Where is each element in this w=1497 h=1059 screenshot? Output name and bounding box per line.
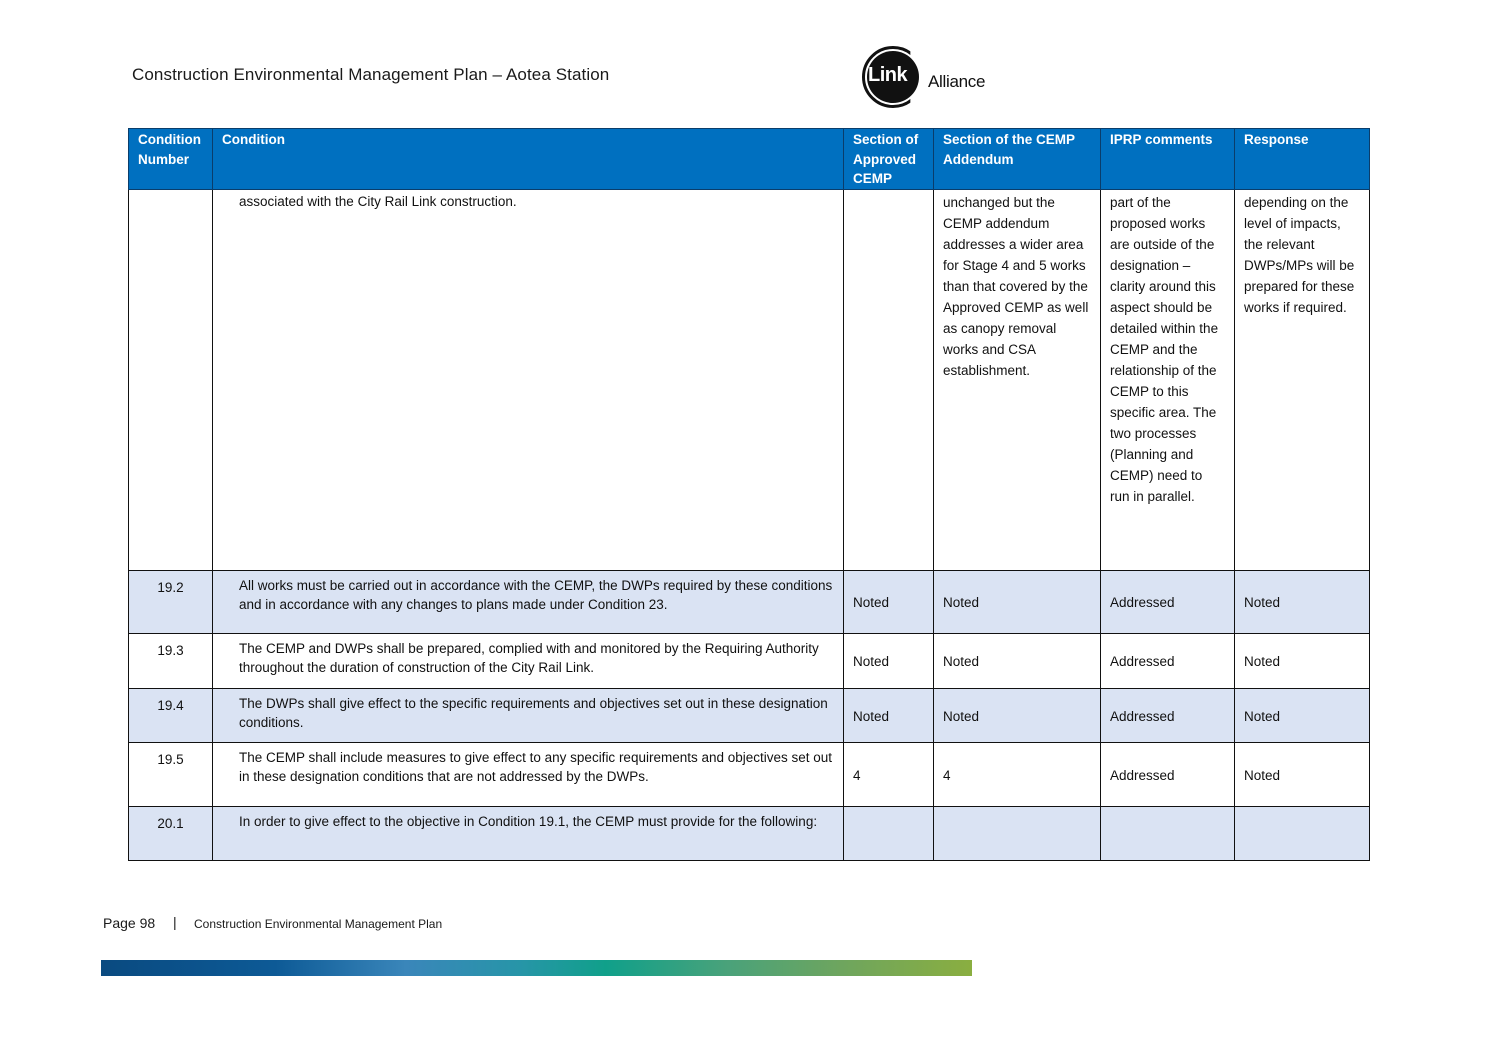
iprp-comments-cell: Addressed xyxy=(1101,688,1235,742)
logo-link-text: Link xyxy=(868,64,908,86)
column-header-response: Response xyxy=(1235,129,1370,190)
condition-number-cell xyxy=(129,189,213,570)
footer-document-name: Construction Environmental Management Plan xyxy=(194,917,443,931)
response-cell: Noted xyxy=(1235,688,1370,742)
response-cell: Noted xyxy=(1235,633,1370,688)
cemp-addendum-cell: 4 xyxy=(934,742,1101,806)
condition-text-cell: The CEMP and DWPs shall be prepared, complied with and monitored by the Requiring Authority throughout the duration of construction of the City Rail Link. xyxy=(213,633,844,688)
response-cell: Noted xyxy=(1235,570,1370,633)
cemp-addendum-cell: Noted xyxy=(934,633,1101,688)
column-header-condition-number: Condition Number xyxy=(129,129,213,190)
column-header-iprp-comments: IPRP comments xyxy=(1101,129,1235,190)
logo-alliance-text: Alliance xyxy=(928,72,986,91)
approved-cemp-cell: Noted xyxy=(844,633,934,688)
table-row xyxy=(129,189,1370,570)
approved-cemp-cell: Noted xyxy=(844,570,934,633)
iprp-comments-cell: part of the proposed works are outside of the designation – clarity around this aspect should be detailed within the CEMP and the relationship of the CEMP to this specific area. The two processes (Planning and CEMP) need to run in parallel. xyxy=(1101,189,1235,570)
condition-number-cell: 19.3 xyxy=(129,633,213,688)
response-cell: depending on the level of impacts, the relevant DWPs/MPs will be prepared for these works if required. xyxy=(1235,189,1370,570)
table-row xyxy=(129,806,1370,860)
table-row xyxy=(129,688,1370,742)
response-cell: Noted xyxy=(1235,742,1370,806)
cemp-addendum-cell xyxy=(934,806,1101,860)
document-title: Construction Environmental Management Plan – Aotea Station xyxy=(132,65,610,84)
column-header-condition: Condition xyxy=(213,129,844,190)
table-row xyxy=(129,570,1370,633)
iprp-comments-cell xyxy=(1101,806,1235,860)
footer-gradient-bar xyxy=(101,960,972,976)
approved-cemp-cell xyxy=(844,806,934,860)
approved-cemp-cell: 4 xyxy=(844,742,934,806)
footer-separator: | xyxy=(173,914,177,930)
cemp-addendum-cell: Noted xyxy=(934,570,1101,633)
iprp-comments-cell: Addressed xyxy=(1101,742,1235,806)
iprp-comments-cell: Addressed xyxy=(1101,570,1235,633)
iprp-comments-cell: Addressed xyxy=(1101,633,1235,688)
table-row xyxy=(129,742,1370,806)
condition-text-cell: All works must be carried out in accordance with the CEMP, the DWPs required by these conditions and in accordance with any changes to plans made under Condition 23. xyxy=(213,570,844,633)
column-header-cemp-addendum: Section of the CEMP Addendum xyxy=(934,129,1101,190)
cemp-addendum-cell: Noted xyxy=(934,688,1101,742)
condition-number-cell: 19.4 xyxy=(129,688,213,742)
response-cell xyxy=(1235,806,1370,860)
condition-number-cell: 20.1 xyxy=(129,806,213,860)
condition-text-cell: The CEMP shall include measures to give effect to any specific requirements and objectives set out in these designation conditions that are not addressed by the DWPs. xyxy=(213,742,844,806)
column-header-approved-cemp: Section of Approved CEMP xyxy=(844,129,934,190)
condition-text-cell: The DWPs shall give effect to the specific requirements and objectives set out in these designation conditions. xyxy=(213,688,844,742)
link-alliance-logo xyxy=(862,46,1002,116)
condition-number-cell: 19.2 xyxy=(129,570,213,633)
table-row xyxy=(129,633,1370,688)
approved-cemp-cell: Noted xyxy=(844,688,934,742)
cemp-addendum-cell: unchanged but the CEMP addendum addresses a wider area for Stage 4 and 5 works than that covered by the Approved CEMP as well as canopy removal works and CSA establishment. xyxy=(934,189,1101,570)
condition-text-cell: associated with the City Rail Link construction. xyxy=(213,189,844,570)
table-header-row xyxy=(129,129,1370,190)
approved-cemp-cell xyxy=(844,189,934,570)
footer-page-number: Page 98 xyxy=(103,915,156,931)
conditions-table xyxy=(128,128,1370,861)
condition-text-cell: In order to give effect to the objective in Condition 19.1, the CEMP must provide for the following: xyxy=(213,806,844,860)
condition-number-cell: 19.5 xyxy=(129,742,213,806)
